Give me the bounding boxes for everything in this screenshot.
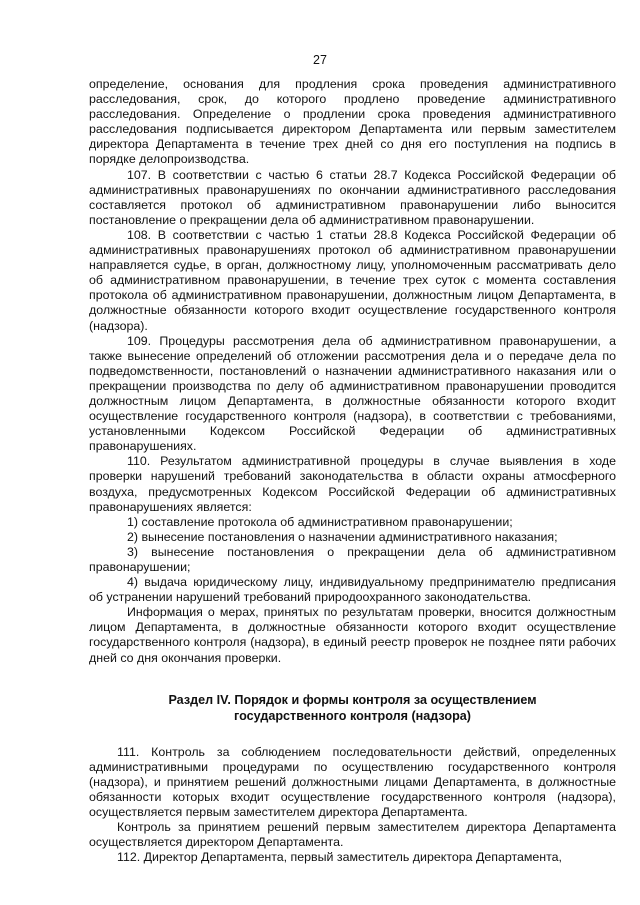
paragraph-107: 107. В соответствии с частью 6 статьи 28.7 Кодекса Российской Федерации об административных правонарушениях по окончании административного расследования составляется протокол об административном правонарушении либо выносится постановление о прекращении дела об административном правонарушении. [89,167,616,227]
paragraph-control-director: Контроль за принятием решений первым заместителем директора Департамента осуществляется директором Департамента. [89,820,616,850]
page-number: 27 [313,53,327,67]
section-heading-line-1: Раздел IV. Порядок и формы контроля за осуществлением [168,692,537,707]
paragraph-information: Информация о мерах, принятых по результатам проверки, вносится должностным лицом Департамента, в должностные обязанности которого входит осуществление государственного контроля (надзора), в единый реестр проверок не позднее пяти рабочих дней со дня окончания проверки. [89,605,616,665]
section-heading-line-2: государственного контроля (надзора) [234,709,471,724]
document-body [89,77,616,865]
paragraph-110: 110. Результатом административной процедуры в случае выявления в ходе проверки нарушений требований законодательства в области охраны атмосферного воздуха, предусмотренных Кодексом Российской Федерации об административных правонарушениях является: [89,454,616,514]
list-item-4: 4) выдача юридическому лицу, индивидуальному предпринимателю предписания об устранении нарушений требований природоохранного законодательства. [89,575,616,605]
paragraph-continuation: определение, основания для продления срока проведения административного расследования, срок, до которого продлено проведение административного расследования. Определение о продлении срока проведения административного расследования подписывается директором Департамента или первым заместителем директора Департамента в течение трех дней со дня его поступления на подпись в порядке делопроизводства. [89,77,616,167]
list-item-2: 2) вынесение постановления о назначении административного наказания; [127,529,558,544]
section-heading [89,692,616,725]
paragraph-108: 108. В соответствии с частью 1 статьи 28.8 Кодекса Российской Федерации об административных правонарушениях протокол об административном правонарушении направляется судье, в орган, должностному лицу, уполномоченным рассматривать дело об административном правонарушении, в течение трех суток с момента составления протокола об административном правонарушении, должностным лицом Департамента, в должностные обязанности которого входит осуществление государственного контроля (надзора). [89,227,616,333]
list-item-1: 1) составление протокола об административном правонарушении; [127,514,513,529]
paragraph-112: 112. Директор Департамента, первый заместитель директора Департамента, [117,850,563,865]
paragraph-111: 111. Контроль за соблюдением последовательности действий, определенных административными процедурами по осуществлению государственного контроля (надзора), и принятием решений должностными лицами Департамента, в должностные обязанности которых входит осуществление государственного контроля (надзора), осуществляется первым заместителем директора Департамента. [89,744,616,820]
paragraph-109: 109. Процедуры рассмотрения дела об административном правонарушении, а также вынесение определений об отложении рассмотрения дела и о передаче дела по подведомственности, постановлений о назначении административного наказания или о прекращении производства по делу об административном правонарушении проводится должностным лицом Департамента, в должностные обязанности которого входит осуществление государственного контроля (надзора), в соответствии с требованиями, установленными Кодексом Российской Федерации об административных правонарушениях. [89,333,616,454]
list-item-3: 3) вынесение постановления о прекращении дела об административном правонарушении; [89,544,616,574]
